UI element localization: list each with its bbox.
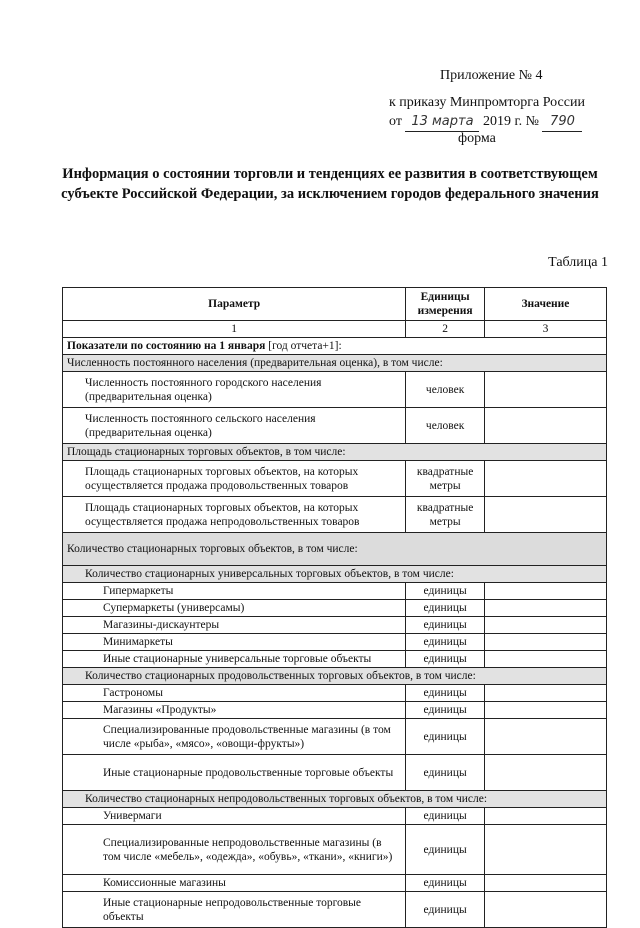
order-number-handwritten: 790 — [542, 112, 582, 132]
row-unit: квадратные метры — [406, 461, 485, 497]
row-label: Площадь стационарных торговых объектов, на которых осуществляется продажа непродовольственных товаров — [63, 497, 406, 533]
indicators-heading — [63, 338, 607, 355]
order-prefix: от — [389, 114, 402, 129]
value-cell[interactable] — [484, 600, 606, 617]
row-label: Иные стационарные универсальные торговые объекты — [63, 651, 406, 668]
table-row — [63, 685, 607, 702]
row-label: Специализированные непродовольственные магазины (в том числе «мебель», «одежда», «обувь», «ткани», «книги») — [63, 825, 406, 875]
order-date-handwritten: 13 марта — [405, 112, 479, 132]
section-food: Количество стационарных продовольственных торговых объектов, в том числе: — [63, 668, 607, 685]
table-row — [63, 408, 607, 444]
row-unit: единицы — [406, 634, 485, 651]
section-count: Количество стационарных торговых объектов, в том числе: — [63, 533, 607, 566]
col-number-2: 2 — [406, 321, 485, 338]
header-value: Значение — [484, 288, 606, 321]
row-label: Специализированные продовольственные магазины (в том числе «рыба», «мясо», «овощи-фрукты») — [63, 719, 406, 755]
row-unit: единицы — [406, 875, 485, 892]
row-label: Комиссионные магазины — [63, 875, 406, 892]
value-cell[interactable] — [484, 875, 606, 892]
row-label: Универмаги — [63, 808, 406, 825]
value-cell[interactable] — [484, 461, 606, 497]
row-label: Иные стационарные непродовольственные торговые объекты — [63, 892, 406, 928]
table-row — [63, 702, 607, 719]
table-row — [63, 651, 607, 668]
table-row — [63, 808, 607, 825]
table-row — [63, 825, 607, 875]
value-cell[interactable] — [484, 719, 606, 755]
row-unit: единицы — [406, 583, 485, 600]
value-cell[interactable] — [484, 372, 606, 408]
row-unit: квадратные метры — [406, 497, 485, 533]
table-row — [63, 372, 607, 408]
indicators-bold: Показатели по состоянию на 1 января — [67, 340, 266, 352]
value-cell[interactable] — [484, 583, 606, 600]
row-unit: единицы — [406, 600, 485, 617]
annex-label: Приложение № 4 — [440, 68, 543, 83]
table-row — [63, 892, 607, 928]
section-row — [63, 533, 607, 566]
table-number: Таблица 1 — [548, 255, 608, 270]
value-cell[interactable] — [484, 755, 606, 791]
section-row — [63, 355, 607, 372]
indicators-row — [63, 338, 607, 355]
table-row — [63, 617, 607, 634]
table-row — [63, 875, 607, 892]
order-reference — [389, 93, 585, 132]
value-cell[interactable] — [484, 634, 606, 651]
section-area: Площадь стационарных торговых объектов, в том числе: — [63, 444, 607, 461]
indicators-rest: [год отчета+1]: — [265, 340, 342, 352]
value-cell[interactable] — [484, 497, 606, 533]
row-label: Магазины «Продукты» — [63, 702, 406, 719]
col-number-1: 1 — [63, 321, 406, 338]
row-unit: человек — [406, 372, 485, 408]
row-unit: человек — [406, 408, 485, 444]
document-title: Информация о состоянии торговли и тенденциях ее развития в соответствующем субъекте Российской Федерации, за исключением городов федерального значения — [61, 166, 599, 202]
value-cell[interactable] — [484, 617, 606, 634]
order-line-2 — [389, 112, 585, 132]
value-cell[interactable] — [484, 702, 606, 719]
form-label: форма — [458, 131, 496, 146]
value-cell[interactable] — [484, 408, 606, 444]
table-row — [63, 634, 607, 651]
header-param: Параметр — [63, 288, 406, 321]
section-row — [63, 566, 607, 583]
row-unit: единицы — [406, 825, 485, 875]
section-row — [63, 791, 607, 808]
section-row — [63, 668, 607, 685]
row-label: Площадь стационарных торговых объектов, на которых осуществляется продажа продовольственных товаров — [63, 461, 406, 497]
row-unit: единицы — [406, 702, 485, 719]
value-cell[interactable] — [484, 808, 606, 825]
row-label: Магазины-дискаунтеры — [63, 617, 406, 634]
row-label: Численность постоянного городского населения (предварительная оценка) — [63, 372, 406, 408]
order-year: 2019 г. № — [482, 114, 539, 129]
table-row — [63, 755, 607, 791]
section-nonfood: Количество стационарных непродовольственных торговых объектов, в том числе: — [63, 791, 607, 808]
row-unit: единицы — [406, 617, 485, 634]
table-header-row — [63, 288, 607, 321]
row-unit: единицы — [406, 685, 485, 702]
value-cell[interactable] — [484, 892, 606, 928]
row-label: Минимаркеты — [63, 634, 406, 651]
row-unit: единицы — [406, 755, 485, 791]
section-universal: Количество стационарных универсальных торговых объектов, в том числе: — [63, 566, 607, 583]
table-row — [63, 600, 607, 617]
row-unit: единицы — [406, 719, 485, 755]
row-unit: единицы — [406, 651, 485, 668]
table-row — [63, 497, 607, 533]
column-number-row — [63, 321, 607, 338]
header-units: Единицы измерения — [406, 288, 485, 321]
row-label: Иные стационарные продовольственные торговые объекты — [63, 755, 406, 791]
value-cell[interactable] — [484, 685, 606, 702]
value-cell[interactable] — [484, 825, 606, 875]
table-row — [63, 461, 607, 497]
table-row — [63, 719, 607, 755]
row-label: Численность постоянного сельского населения (предварительная оценка) — [63, 408, 406, 444]
section-row — [63, 444, 607, 461]
row-unit: единицы — [406, 808, 485, 825]
table-row — [63, 583, 607, 600]
row-label: Гипермаркеты — [63, 583, 406, 600]
row-label: Гастрономы — [63, 685, 406, 702]
row-label: Супермаркеты (универсамы) — [63, 600, 406, 617]
col-number-3: 3 — [484, 321, 606, 338]
order-line-1: к приказу Минпромторга России — [389, 95, 585, 110]
trade-info-table — [62, 287, 607, 928]
value-cell[interactable] — [484, 651, 606, 668]
section-population: Численность постоянного населения (предварительная оценка), в том числе: — [63, 355, 607, 372]
row-unit: единицы — [406, 892, 485, 928]
